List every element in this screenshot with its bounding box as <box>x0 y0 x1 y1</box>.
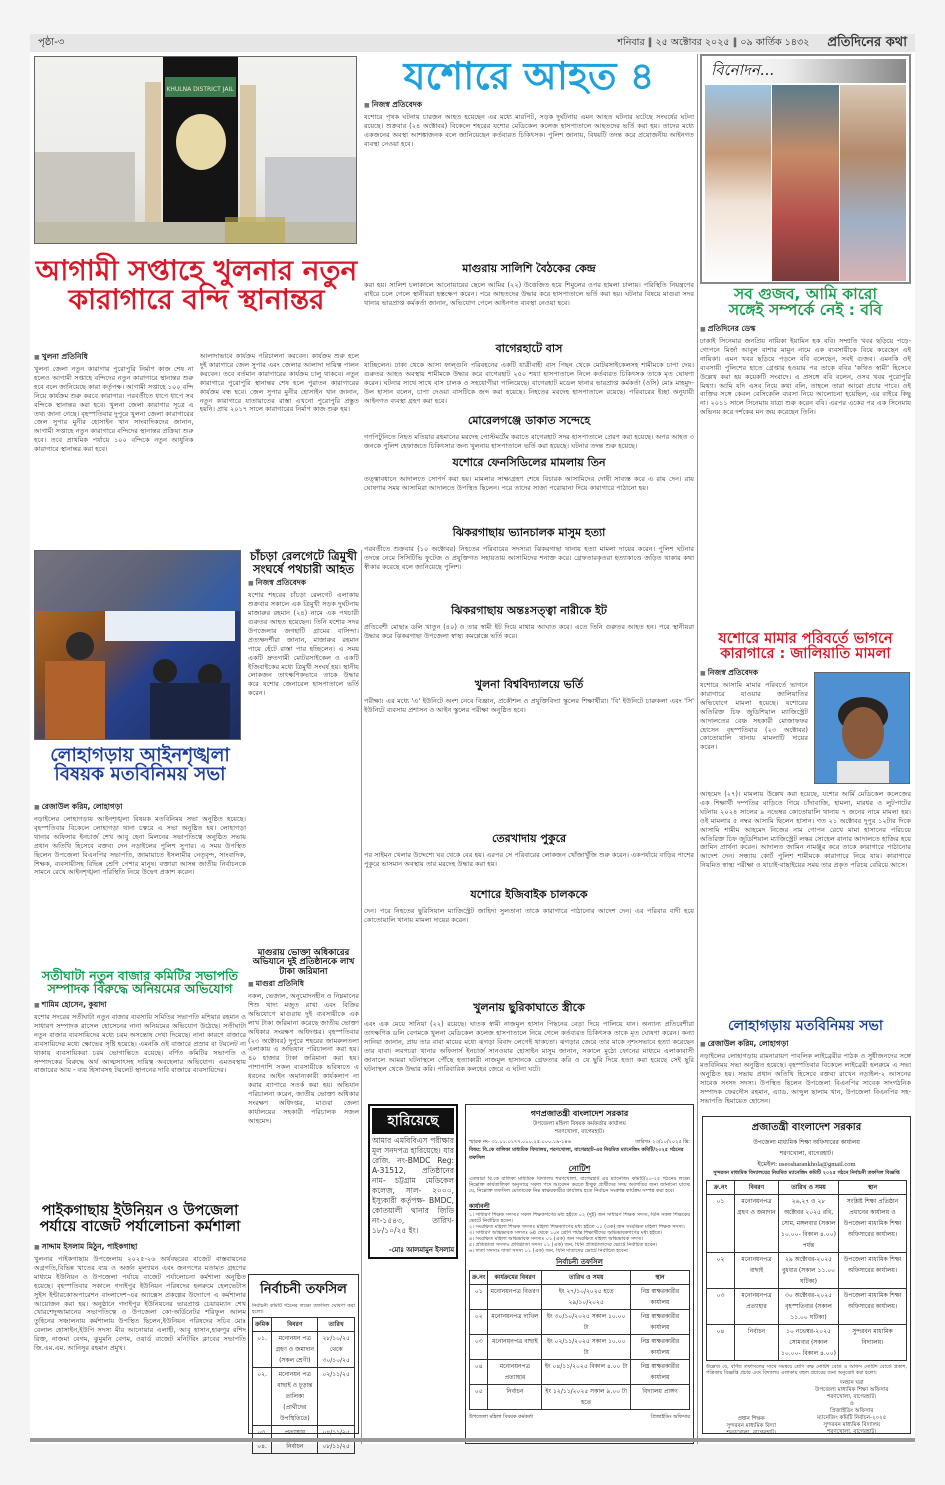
byline: ■ নিজস্ব প্রতিবেদক <box>364 100 694 112</box>
easybike-headline: যশোরে ইজিবাইক চালককে <box>470 888 588 901</box>
article-body: নড়াইলের লোহাগড়ায় আইনশৃঙ্খলা বিষয়ক মতবিনিময় সভা অনুষ্ঠিত হয়েছে। বৃহস্পতিবার বিকেলে লোহাগড়া থানা চত্বরে এ সভা অনুষ্ঠিত হয়। লোহাগড়া থানার অফিসার ইনচার্জ শেখ আবু হেনা মিলনের সভাপতিত্বে অনুষ্ঠিত সভায় প্রধান অতিথি হিসেবে বক্তব্য দেন নড়াইলের পুলিশ সুপার। এ সময় উপস্থিত ছিলেন উপজেলা বিএনপির সভাপতি, জামায়াতে ইসলামীর নেতৃবৃন্দ, সাংবাদিক, শিক্ষক, ব্যবসায়ীসহ বিভিন্ন শ্রেণি পেশার মানুষ। বক্তারা আসন্ন জাতীয় নির্বাচনকে সামনে রেখে আইনশৃঙ্খলা পরিস্থিতি নিয়ে উদ্বেগ প্রকাশ করেন। <box>34 815 246 877</box>
bagerhat-bus-article <box>364 338 694 408</box>
terkhada-headline: তেরখাদায় পুকুরে <box>491 832 567 845</box>
table-row: ০৩ মনোনয়নপত্র প্রত্যাহার ৩০ অক্টোবর-২০২৫ বৃহস্পতিবার (সকাল ১১.০০ ঘটিকা) উপজেলা মাধ্যমিক শিক্ষা অফিসারের কার্যালয়। <box>707 1289 907 1325</box>
chanchra-headline: চাঁচড়া রেলগেটে ত্রিমুখী সংঘর্ষে পথচারী আহত <box>250 549 357 576</box>
table-row: ০১ মনোনয়নপত্র বিতরণ ইং ২৭/১০/২০২৫ হতে ২৯/১০/২০২৫ নিম্ন স্বাক্ষরকারীর কার্যালয় <box>470 1285 690 1310</box>
notice-subject: সুন্দরবন মাধ্যমিক বিদ্যালয়ের নিয়মিত ম্যানেজিং কমিটি ২০২৫ গঠনে নির্বাচনী তফসিল বিজ্ঞপ্তি <box>713 1170 900 1176</box>
lost-signature: -মোঃ আলমামুন ইসলাম <box>388 1246 454 1254</box>
article-body: যশোর সদরের সতীঘাটা নতুন বাজার ব্যবসায়ি সমিতির সভাপতি মশিয়ার রহমান ও সাধারণ সম্পাদক রাসেল হোসেনের নানা অনিয়মের অভিযোগ উঠেছে। সতীঘাটা নতুন বাজার ব্যবসায়িদের মধ্যে চরম অসন্তোষ দেখা দিয়েছে। নানা কারণে বাজারে ব্যবসায়িদের মধ্যে ক্ষোভের সৃষ্টি হয়েছে। এমনকি ওই বাজারে প্রস্রাব বা টয়লেট না থাকায় ব্যবসায়িকরা চরম ভোগান্তিতে রয়েছে। বর্ণিত কমিটির সভাপতি ও সম্পাদকের বিরুদ্ধে অর্থ আত্মসাৎসহ দায়িত্ব অবহেলার অভিযোগ। এমতবস্থায় বাজারের আয় - ব্যয় হিসাবসহ টয়লেট স্থাপনের দাবি বাজারে ব্যবসায়িদের। <box>34 1013 246 1075</box>
article-body: এবং এক মেয়ে সানিয়া (২২) রয়েছে। ঘাতক স্বামী নাজমুল হাসান পিছনের বেড়া দিয়ে পালিয়ে যান। অন্যান্য প্রতিবেশীরা তাৎক্ষণিক ডলি বেগমকে খুলনা মেডিকেল কলেজ হাসপাতালে নিয়ে গেলে কর্তব্যরত চিকিৎসক তাকে মৃত ঘোষণা করেন। কন্যা সানিয়া জানান, প্রায় তার বাবা মায়ের মধ্যে ঝগড়া বিবাদ লেগেই থাকতো। ঝগড়ার জেরে তার মাকে নৃশংসভাবে হত্যা করেছেন তার বাবা। লবণচরা থানার অফিসার্স ইনচার্জ সানওয়ার হোসাইন মাসুম জানান, সকালে মুঠো ফোনের মাধ্যমে এলাকাবাসী জানালে আমরা ঘটনাস্থলে পৌঁছে হত্যাকারী নাজমুল হাসানকে গ্রেফতার করি ও যে ছুরি দিয়ে হত্যা করা হয়েছে সেই ছুরি ঘটনাস্থল থেকে উদ্ধার করি। পারিবারিক কলহের জেরে এ ঘটনা ঘটে। <box>364 1020 694 1073</box>
byline: ■ রেজাউল করিম, লোহাগড়া <box>700 1039 911 1051</box>
terkhada-article <box>364 828 694 868</box>
fensidil-headline: যশোরে ফেনসিডিলের মামলায় তিন <box>452 456 606 469</box>
page-number: পৃষ্ঠা-৩ <box>38 36 65 48</box>
bottom-rule <box>30 1438 915 1442</box>
sundarban-school-notice <box>702 1116 911 1437</box>
section-banner <box>705 59 906 83</box>
election-schedule-table: ক্র.নং কার্যক্রমের বিবরণ তারিখ ও সময় স্থান ০১ মনোনয়নপত্র বিতরণ ইং ২৭/১০/২০২৫ হতে ২৯/১০/২০২৫ নিম্ন স্বাক্ষরকারীর কার্যালয় ০২ মনোনয়নপত্র দাখিল ইং ৩০/১০/২০২৫ সকাল ১০.০০ টা নিম্ন স্বাক্ষরকারীর কার্যালয় ০৩ মনোনয়নপত্র বাছাই ইং ০২/১১/২০২৫ সকাল ১০.০০ টা নিম্ন স্বাক্ষরকারীর কার্যালয় ০৪ মনোনয়নপত্র প্রত্যাহার ইং ০৪/১১/২০২৫ বিকাল ৪.০০ টা নিম্ন স্বাক্ষরকারীর কার্যালয় ০৫ নির্বাচন ইং ১২/১১/২০২৫ সকাল ৯.০০ টা হতে বিদ্যালয় প্রাঙ্গণ <box>469 1270 690 1410</box>
newspaper-page <box>30 34 915 1450</box>
byline: ■ প্রতিদিনের ডেস্ক <box>700 324 911 336</box>
satighata-article <box>34 1000 246 1140</box>
date-line: শনিবার ‖ ২৫ অক্টোবর ২০২৫ ‖ ০৯ কার্তিক ১৪৩২ <box>617 36 810 48</box>
article-body: গণপিটুনিতে নিহত মতিয়ার রহমানের মরদেহ পোস্টমর্টেম করাতে বাগেরহাট সদর হাসপাতালে প্রেরণ করা হয়েছে। অপর আহত ৩ জনকে পুলিশ হেফাজতে চিকিৎসার জন্য খুলনায় হাসপাতালে ভর্তি করা হয়েছে। ঘটনার তদন্ত শুরু হয়েছে। <box>364 433 694 450</box>
khulna-university-headline: খুলনা বিশ্ববিদ্যালয়ে ভর্তি <box>474 678 584 691</box>
notice-item: ৩। সাধারণ অভিভাবক সদস্যঃ ৬ষ্ঠ থেকে ১০ম শ্রেণি পর্যন্ত শিক্ষার্থীদের অভিভাবকগণের মধ্য হইতে। <box>469 1230 663 1236</box>
article-body: পরবর্তীতে শুক্রবার (১০ অক্টোবর) নিহতের পরিবারের সদস্যরা ঝিকরগাছা থানায় হত্যা মামলা দায়ের করেন। পুলিশ ঘটনার তদন্তে নেমে সিসিটিভি ফুটেজ ও প্রযুক্তিগত সহায়তায় আসামিদের শনাক্ত করে। গ্রেফতারকৃতরা হত্যাকাণ্ডে জড়িত থাকার কথা স্বীকার করেছে বলে জানিয়েছে পুলিশ। <box>364 545 694 571</box>
notice-item: ৬। দাতা সদস্যঃ দাতা সদস্য ০১ (এক) জন, যিনি দাতাদের ভোটে নির্বাচিত হবেন। <box>469 1248 629 1254</box>
bagerhat-bus-headline: বাগেরহাটে বাস <box>495 342 563 355</box>
article-body: প্রতিবেশী মোছাঃ ডলি খাতুন (৪০) ও তার স্বামী ইট দিয়ে মাথায় আঘাত করে। এতে তিনি গুরুতর আহত হন। পরে স্থানীয়রা উদ্ধার করে ঝিকরগাছা উপজেলা স্বাস্থ্য কমপ্লেক্সে ভর্তি করে। <box>364 623 694 640</box>
actress-photo-1 <box>705 85 771 281</box>
article-body: যশোরে পৃথক ঘটনায় চারজন আহত হয়েছেন এর মধ্যে মারপিট, সড়ক দুর্ঘটনায় এমন আহত ঘটনার ঘটেছে সংঘর্ষের ঘটনা রয়েছে। শুক্রবার (২৪ অক্টোবর) বিকেলে শহরের যশোর মেডিকেল কলেজ হাসপাতালে আহতদের ভর্তি করা হয়। তাদের মধ্যে একজনের অবস্থা আশঙ্কাজনক বলে জানিয়েছেন কর্তব্যরত চিকিৎসক। পুলিশ জানায়, বিষয়টি তদন্ত করে প্রয়োজনীয় আইনগত ব্যবস্থা নেওয়া হবে। <box>364 113 694 148</box>
table-row: ০৪ মনোনয়নপত্র প্রত্যাহার ইং ০৪/১১/২০২৫ বিকাল ৪.০০ টা নিম্ন স্বাক্ষরকারীর কার্যালয় <box>470 1360 690 1385</box>
notice-title: নির্বাচনী তফসিল <box>260 1282 347 1297</box>
table-row: ০২ মনোনয়নপত্র বাছাই ২৯ অক্টোবর-২০২৫ বুধবার (সকাল ১১.০০ ঘটিকা) উপজেলা মাধ্যমিক শিক্ষা অফিসারের কার্যালয়। <box>707 1253 907 1289</box>
khulna-stabbing-article <box>364 997 694 1095</box>
magura-fine-headline: মাগুরায় ভোক্তা অধিকারের অভিযানে দুই প্রতিষ্ঠানকে লাখ টাকা জরিমানা <box>252 948 355 977</box>
table-row: ০৩. প্রত্যাহার ০৪/১১/২৫ <box>253 1426 355 1440</box>
bobby-article <box>700 324 911 629</box>
article-body: করা হয়। সালিশ চলাকালে আনোয়ারের ছেলে আমির (২২) উত্তেজিত হয়ে শিমুলের ওপর হামলা চালায়। পরিস্থিতি নিয়ন্ত্রণের বাইরে চলে গেলে স্থানীয়রা হস্তক্ষেপ করেন। পরে আহতদের উদ্ধার করে হাসপাতালে ভর্তি করা হয়। ঘটনার বিষয়ে মাগুরা সদর থানার ভারপ্রাপ্ত কর্মকর্তা জানান, অভিযোগ পেলে আইনগত ব্যবস্থা নেওয়া হবে। <box>364 281 694 307</box>
uncle-jail-headline: যশোরে মামার পরিবর্তে ভাগনে কারাগারে : জালিয়াতি মামলা <box>718 631 893 663</box>
byline: ■ মাগুরা প্রতিনিধি <box>248 979 359 991</box>
chanchra-article <box>248 550 359 850</box>
article-body: যশোর শহরের চাঁচড়া রেলগেট এলাকায় শুক্রবার সকালে এক ত্রিমুখী সড়ক দুর্ঘটনায় মাজারুর রহমান (২৪) নামে এক পথচারী গুরুতর আহত হয়েছেন। তিনি যশোর সদর উপজেলার জগহাটি গ্রামের বাসিন্দা। প্রত্যক্ষদর্শীরা জানান, মাজারুর রহমান পায়ে হেঁটে রাস্তা পার হচ্ছিলেন। এ সময় একটি দ্রুতগামী মোটরসাইকেল ও একটি ইজিবাইকের মধ্যে ত্রিমুখী সংঘর্ষ হয়। স্থানীয় লোকজন তাৎক্ষণিকভাবে তাকে উদ্ধার করে যশোর জেনারেল হাসপাতালে ভর্তি করেন। <box>248 591 359 698</box>
uncle-jail-article-top <box>700 668 808 788</box>
signer-left-block: প্রধান শিক্ষক সুন্দরবন মাধ্যমিক বিদ্যা শরণখোলা, বাগেরহাট। <box>726 1416 776 1437</box>
accused-photo <box>814 672 910 784</box>
article-body: তত্ত্বাবধানে আদালতে সোপর্দ করা হয়। মামলার সাক্ষ্যগ্রহণ শেষে বিচারক আসামিদের দোষী সাব্যস্ত করে এ রায় দেন। রায় ঘোষণার সময় আসামিরা আদালতে উপস্থিত ছিলেন। পরে তাদের সাজা পরোয়ানা দিয়ে কারাগারে পাঠানো হয়। <box>364 475 694 492</box>
lohagara-law-article <box>34 802 246 972</box>
jhikorgacha-pregnant-headline: ঝিকরগাছায় অন্তঃসত্ত্বা নারীকে ইট <box>451 604 607 617</box>
article-body: নকল, ভেজাল, অনুমোদনহীন ও নিম্নমানের শিশু খাদ্য মজুত রাখা এবং বিক্রির অভিযোগে মাগুরায় দুই ব্যবসায়ীকে এক লাখ টাকা জরিমানা করেছে জাতীয় ভোক্তা অধিকার সংরক্ষণ অধিদপ্তর। বৃহস্পতিবার (২৩ অক্টোবর) দুপুরে শহরের জামরুলতলা এলাকায় এ অভিযান পরিচালনা করা হয়। ৪০ হাজার টাকা জরিমানা করা হয়। পাশাপাশি সকল ব্যবসায়ীকে ভবিষ্যতে এ ধরনের আইন অমান্যকারী কার্যকলাপ না করার ব্যাপারে সতর্ক করা হয়। অভিযান পরিচালনা করেন, জাতীয় ভোক্তা অধিকার সংরক্ষণ অধিদপ্তর, মাগুরা জেলা কার্যালয়ের সহকারী পরিচালক সজল আহমেদ। <box>248 992 359 1125</box>
lohagara-law-headline: লোহাগড়ায় আইনশৃঙ্খলা বিষয়ক মতবিনিময় সভা <box>50 745 230 786</box>
actress-photos <box>705 85 906 281</box>
notice-item: ১। সাধারণ শিক্ষক সদস্যঃ সকল শিক্ষকগণের মধ্য হইতে ০২ (দুই) জন সাধারণ শিক্ষক সদস্য, যিনি সকল শিক্ষকের ভোটে নির্বাচিত হবেন। <box>469 1212 690 1224</box>
gov-title: প্রজাতন্ত্রী বাংলাদেশ সরকার <box>751 1122 862 1133</box>
byline: ■ শামিম হোসেন, কুয়াদা <box>34 1000 246 1012</box>
lost-title: হারিয়েছে <box>372 1108 454 1134</box>
office-email: ইমেইল: useosharankhola@gmail.com <box>757 1161 856 1168</box>
article-body: দেন। পরে নিহতের ছুরিসিয়াল ম্যাজিস্ট্রেট জাহিদা সুলতানা তাকে কারাগারে পাঠানোর আদেশ দেন। এর পরিবার বাদী হয়ে কোতোয়ালি থানায় মামলা দায়ের করেন। <box>364 907 694 924</box>
article-body: খুলনার পাইকগাছায় উপজেলায় ২০২৫-২৬ অর্থবছরের বাজেট বাস্তবায়নের অগ্রগতি,বিভিন্ন খাতের ব্যয় ও অর্জন মূল্যায়ন এবং জনগণের মতামত গ্রহণের মাধ্যমে ইউনিয়ন ও উপজেলা পর্যায়ে বাজেট পর্যালোচনা কর্মশালা অনুষ্ঠিত হয়েছে। বৃহস্পতিবার সকালে গদাইপুর ইউনিয়ন পরিষদের হলরুমে হেলভেটাস সুইস ইন্টারকোঅপারেশন বাংলাদেশ-এর অ্যাক্সেস প্রকল্পের উদ্যোগে এ কর্মশালার আয়োজন করা হয়। অনুষ্ঠানে গদাইপুর ইউনিয়নের ভারপ্রাপ্ত চেয়ারম্যান শেখ খোরশেদুজ্জামানের সভাপতিত্বে ও উপজেলা কো-অর্ডিনেটর শরিফুল আলম তুহিনের সঞ্চালনায় কর্মশালায় উপস্থিত ছিলেন,ইউনিয়ন পরিষদের সচিব মোঃ বেলাল হোসাইন,ইউপি সদস্য মীর আনোয়ার এলাহী, আবু হাসান,হারুণুর রশিদ রিক্ত, নাজমা বেগম, ঝুমুমনি বেগম, ওয়ার্ড বাজেট মনিটরিং ক্লাবের সভাপতি জি.এম.এম. আনিসুর রহমান প্রমুখ। <box>34 1255 246 1353</box>
jail-gate-illustration <box>35 57 357 244</box>
election-schedule-table: ক্র.নং বিবরণ তারিখ ও সময় স্থান ০১ মনোনয়নপত্র গ্রহণ ও জমাদান ২৬,২৭ ও ২৮ অক্টোবর ২০২৫ রবি, সোম, মঙ্গলবার (সকাল ১০.০০- বিকাল ৪.০০) পর্যন্ত সংশ্লিষ্ট শিক্ষা প্রতিষ্ঠান প্রধানের কার্যালয় ও উপজেলা মাধ্যমিক শিক্ষা অফিসারের কার্যালয়। ০২ মনোনয়নপত্র বাছাই ২৯ অক্টোবর-২০২৫ বুধবার (সকাল ১১.০০ ঘটিকা) উপজেলা মাধ্যমিক শিক্ষা অফিসারের কার্যালয়। ০৩ মনোনয়নপত্র প্রত্যাহার ৩০ অক্টোবর-২০২৫ বৃহস্পতিবার (সকাল ১১.০০ ঘটিকা) উপজেলা মাধ্যমিক শিক্ষা অফিসারের কার্যালয়। ০৪ নির্বাচন ১০ নভেম্বর-২০২৫ সোমবার (সকাল ১০.০০- বিকাল ৪.০০) সুন্দরবন মাধ্যমিক বিদ্যালয়। <box>706 1180 907 1361</box>
column-divider <box>697 54 698 1444</box>
column-divider <box>361 550 362 1444</box>
article-body: যশোরে আসামি মামার পরিবর্তে ভাগনে কারাগারে যাওয়ার জালিয়াতির অভিযোগে মামলা হয়েছে। যশোরের অতিরিক্ত চিফ জুডিশিয়াল ম্যাজিস্ট্রেট আদালতের বেঞ্চ সহকারী মোজাফফর হোসেন বৃহস্পতিবার (২৩ অক্টোবর) কোতোয়ালি থানায় মামলাটি দায়ের করেন। <box>700 681 808 752</box>
khulna-jail-article <box>34 352 359 562</box>
office-name: উপজেলা মাধ্যমিক শিক্ষা অফিসারের কার্যালয় <box>753 1139 860 1146</box>
girls-school-notice <box>465 1104 694 1444</box>
bobby-headline: সব গুজব, আমি কারো সঙ্গেই সম্পর্কে নেই : ববি <box>728 285 883 320</box>
byline: ■ খুলনা প্রতিনিধি <box>34 352 194 364</box>
paikgacha-article <box>34 1242 246 1442</box>
svg-text:KHULNA DISTRICT JAIL: KHULNA DISTRICT JAIL <box>166 86 234 93</box>
notice-item: ৪। সংরক্ষিত মহিলা অভিভাবক সদস্যঃ ০১ (এক) জন সংরক্ষিত মহিলা অভিভাবক সদস্য। <box>469 1236 644 1242</box>
schedule-label: নির্বাচনী তফসিল <box>556 1258 603 1266</box>
lohagara-meeting-headline: লোহাগড়ায় মতবিনিময় সভা <box>727 1018 883 1034</box>
paikgacha-headline: পাইকগাছায় ইউনিয়ন ও উপজেলা পর্যায়ে বাজেট পর্যালোচনা কর্মশালা <box>39 1203 241 1235</box>
lohagara-meeting-article <box>700 1039 911 1114</box>
schedule-table: ক্রমিক বিবরণ তারিখ ০১. মনোনয়ন পত্র গ্রহণ ও জমাদান (সকল শ্রেণী) ২৮/১০/২৫ থেকে ৩০/১০/২৫ ০২. মনোনয়ন পত্র বাছাই ও চূড়ান্ত তালিকা (প্রার্থীদের উপস্থিতিতে) ০২/১১/২৫ ০৩. প্রত্যাহার ০৪/১১/২৫ ০৪. নির্বাচন ০৮/১১/২৫ <box>252 1317 355 1454</box>
office-name: উপজেলা মহিলা বিষয়ক কর্মকর্তার কার্যালয় <box>533 1121 626 1127</box>
memo-date: তারিখঃ ২৩/১০/২০২৫ খ্রি: <box>635 1139 690 1145</box>
notice-subject: বিষয়: বি.কে বালিকা মাধ্যমিক বিদ্যালয়, শরণখোলা, বাগেরহাট-এর নিয়মিত ম্যানেজিং কমিটি/২০২৫ গঠনের তফসিল <box>469 1147 684 1161</box>
signer-right: প্রিজাইডিং অফিসার <box>650 1414 690 1420</box>
article-body: আহমেদ (২৭)। মামলায় উল্লেখ করা হয়েছে, যশোর আর্মি মেডিকেল কলেজের এক শিক্ষার্থী দম্পতির বাড়িতে গিয়ে চাঁদাবাজি, হামলা, মারধর ও লুটপাটের ঘটনায় ২০২৪ সালের ৯ নভেম্বর কোতোয়ালি থানায় ৭ জনের নামে মামলা হয়। ওই মামলার ৫ নম্বর আসামি ছিলেন হাসান। গত ২১ অক্টোবর দুপুর ১২টার দিকে আসামি শামীম আহমেদ নিজের নাম গোপন রেখে মামা হাসানের পরিচয়ে অতিরিক্ত চিফ জুডিশিয়াল ম্যাজিস্ট্রেট লস্কর সোহেল রানার আদালতে হাজির হয়ে জামিন প্রার্থনা করেন। আদালত জামিন নামঞ্জুর করে তাকে কারাগারে পাঠানোর আদেশ দেন। সন্ধ্যায় কোর্ট পুলিশ শামীমকে কারাগারে নিয়ে যায়। কারাগারে নিয়মিত স্বাস্থ্য পরীক্ষা ও যাচাই-বাছাইয়ের সময় তার প্রকৃত পরিচয় বেরিয়ে আসে। <box>700 790 911 870</box>
meeting-scene <box>35 551 241 740</box>
khulna-jail-photo <box>34 56 357 244</box>
morrelganj-article <box>364 410 694 450</box>
notice-label: নোটিশ <box>568 1164 591 1173</box>
jessore-injured-headline: যশোরে আহত ৪ <box>403 54 655 98</box>
schedule-notice-small <box>248 1274 359 1450</box>
masthead-logo: প্রতিদিনের কথা <box>827 34 907 50</box>
footer-note: উল্লেখ্য যে, বর্ণিত তফসিলের সাথে সমন্বয়ে শ্রেণি কক্ষ নোটিশ বোর্ড ও অফিস নোটিশ বোর্ডে প্রকাশ, পত্রিকায় বিজ্ঞপ্তি প্রচার এবং বিদ্যালয় এলাকায় বহুল প্রচারের জন্য অনুরোধ করা হলো। <box>706 1364 907 1377</box>
article-body: নড়াইলের লোহাগড়ায় রামনারায়ণ পাবলিক লাইব্রেরীর পাঠক ও সুধীজনদের সঙ্গে মতবিনিময় সভা অনুষ্ঠিত হয়েছে। বৃহস্পতিবার বিকেলে লাইব্রেরী হলরুমে এ সভা অনুষ্ঠিত হয়। সভায় প্রধান অতিথি হিসেবে বক্তব্য রাখেন নড়াইল-২ আসনের সাবেক সংসদ সদস্য। উপস্থিত ছিলেন উপজেলা বিএনপির সাবেক সাংগঠনিক সম্পাদক ফেরদৌস রহমান, এ্যাড. আব্দুল ছালাম খান, উপজেলা বিএনপির সহ-সভাপতি হিমায়েত হোসেন। <box>700 1052 911 1105</box>
satighata-headline: সতীঘাটা নতুন বাজার কমিটির সভাপতি সম্পাদক বিরুদ্ধে অনিয়মের অভিযোগ <box>41 968 239 997</box>
section-label: বিনোদন... <box>711 60 775 79</box>
magura-article <box>364 258 694 336</box>
entertainment-section <box>700 54 911 284</box>
article-body: আলাদাভাবে কার্যক্রম পরিচালনা করবেন। কার্যক্রম শুরু হলে দুই কারাগারে জেল সুপার এবং জেলার আলাদা দায়িত্ব পালন করবেন। তবে বর্তমান কারাগারের কার্যক্রম চালু থাকবে। নতুন কারাগারে পুরোপুরি স্থানান্তর শেষ হলে পুরাতন কারাগারের কার্যক্রম বন্ধ হবে। জেল সুপার মুনীর হোসাইন খান জানান, নতুন কারাগারে যাতায়াতের রাস্তা এখনো পুরোপুরি প্রস্তুত হয়নি। প্রায় ২০১৭ সালে কারাগারের নির্মাণ কাজ শুরু হয়। <box>199 352 359 414</box>
section-label: কার্যাবলী <box>469 1203 490 1210</box>
byline: ■ নিজস্ব প্রতিবেদক <box>700 668 808 680</box>
signer-right-block: দনহান ঘরা উপজেলা মাধ্যমিক শিক্ষা অফিসার শরণখোলা, বাগেরহাট। ও প্রিজাইডিং অফিসার ম্যানেজিং কমিটি নির্বাচন-২০২৫ সুন্দরবন মাধ্যমিক বিদ্যালয় শরণখোলা, বাগেরহাট। <box>815 1380 889 1436</box>
page-header-bar <box>30 34 915 52</box>
table-row: ০৩ মনোনয়নপত্র বাছাই ইং ০২/১১/২০২৫ সকাল ১০.০০ টা নিম্ন স্বাক্ষরকারীর কার্যালয় <box>470 1335 690 1360</box>
byline: ■ সাদ্দাম ইসলাম মিঠুন, পাইকগাছা <box>34 1242 246 1254</box>
actress-photo-2 <box>772 85 838 281</box>
office-location: শরণখোলা, বাগেরহাট। <box>779 1150 834 1157</box>
article-body: যাচ্ছিলেন। ঢাকা থেকে আসা ফাল্গুনি পরিবহনের একটি যাত্রীবাহী বাস পিছন থেকে মোটরসাইকেলসহ শামীমকে চাপা দেয়। গুরুতর আহত অবস্থায় শামীমকে উদ্ধার করে বাগেরহাট ২৫০ শয্যা হাসপাতালে নিলে কর্তব্যরত চিকিৎসক তাকে মৃত ঘোষণা করেন। ঘটনার সাথে সাথে বাস চালক ও সহযোগীরা পালিয়েছে। বাগেরহাট মডেল থানার ভারপ্রাপ্ত কর্মকর্তা (ওসি) মোঃ মাহমুদ-উল হাসান বলেন, চাপা দেওয়া বাসটিকে জব্দ করা হয়েছে। নিহতের মরদেহ হাসপাতালে রয়েছে। পরিবারের ইচ্ছা অনুযায়ী আইনগত ব্যবস্থা গ্রহণ করা হবে। <box>364 361 694 405</box>
easybike-article <box>364 884 694 944</box>
table-row: ০৫ নির্বাচন ইং ১২/১১/২০২৫ সকাল ৯.০০ টা হতে বিদ্যালয় প্রাঙ্গণ <box>470 1385 690 1410</box>
notice-item: ৫। প্রতিষ্ঠাতা সদস্যঃ প্রতিষ্ঠাতা সদস্য ০১ (এক) জন, যিনি প্রতিষ্ঠাতাদের ভোটে নির্বাচিত হবেন। <box>469 1242 658 1248</box>
article-body: পরীক্ষা। এর মধ্যে 'এ' ইউনিটে অংশ নেবে বিজ্ঞান, প্রকৌশল ও প্রযুক্তিবিদ্যা স্কুলের শিক্ষার্থীরা। 'বি' ইউনিটে চারুকলা এবং 'সি' ইউনিটে ব্যবসায় প্রশাসন ও আইন স্কুলের পরীক্ষা অনুষ্ঠিত হবে। <box>364 697 694 714</box>
article-body: খুলনা জেলা নতুন কারাগার পুরোপুরি নির্মাণ কাজ শেষ না হলেও আগামী সপ্তাহে বন্দিদের নতুন কারাগারে স্থানান্তর শুরু হবে বলে জানিয়েছে কারা কর্তৃপক্ষ। আগামী সপ্তাহে ১০০ বন্দি নিয়ে কার্যক্রম শুরু করবে কারাগার। পরবর্তীতে ধাপে ধাপে সব বন্দিকে স্থানান্তর করা হবে। খুলনা জেলা কারাগার সূত্রে এ তথ্য জানা গেছে। বৃহস্পতিবার দুপুরে খুলনা জেলা কারাগারের জেল সুপার মুনীর হোসাইন খান সাংবাদিকদের জানান, আগামী সপ্তাহে নতুন কারাগারে বন্দিদের স্থানান্তর প্রক্রিয়া শুরু হবে। তবে প্রাথমিক পর্যায়ে ১০০ বন্দিকে নতুন আধুনিক কারাগারে স্থানান্তর করা হবে। <box>34 365 194 454</box>
khulna-university-article <box>364 674 694 734</box>
table-row: ০১. মনোনয়ন পত্র গ্রহণ ও জমাদান (সকল শ্রেণী) ২৮/১০/২৫ থেকে ৩০/১০/২৫ <box>253 1332 355 1368</box>
memo-number: স্মারক নং- ৩১.০১.০১৭৭.০০০.২৫.০০০.১৯-১৪৬ <box>469 1139 571 1145</box>
portrait <box>815 673 910 784</box>
jhikorgacha-van-article <box>364 522 694 582</box>
magura-fine-article <box>248 949 359 1199</box>
jessore-injured-article <box>364 100 694 256</box>
article-body: ঢাকাই সিনেমার জনপ্রিয় নায়িকা ইয়ামিন হক ববি। সম্প্রতি খবর ছড়িয়ে পড়ে- গোপনে মির্জা আবুল বাশার মামুন নামে এক ব্যবসায়ীকে বিয়ে করেছেন এই নায়িকা। এমন খবর ছড়িয়ে পড়লে ববি বলেছেন, সবই গুজব। এমনকি ওই ব্যবসায়ী পুলিশের হাতে গ্রেপ্তার হওয়ার পর তাকে ববির 'কথিত স্বামী' হিসেবে উল্লেখ করা হয় কয়েকটি সংবাদে। এ প্রসঙ্গে ববি বলেন, ওসব খবর পুরোপুরি মিথ্যা। আমি যদি এসব নিয়ে কথা বলি, তাহলে তারা আরো প্রচার পাবে। ওই ব্যক্তির সঙ্গে কেবল বেসিকেলি ব্যবসা নিয়ে আলোচনা হয়েছিল, এর বাইরে কিছু না। ২০১১ সালে সিনেমায় যাত্রা শুরু করেন ববি। এরপর একের পর এক সিনেমায় অভিনয় করে দর্শকের মন জয় করেছেন তিনি। <box>700 337 911 417</box>
notice-body: এতদ্বারা বি.কে বালিকা মাধ্যমিক বিদ্যালয় শরণখোলা, বাগেরহাট এর ম্যানেজিং কমিটি/২০-২৫ গঠনের লক্ষ্যে নিম্নোক্ত কার্যতালিকা অনুসারে সকল পদে আবেদন করতে ইচ্ছুক প্রার্থীদের সদয় অবগতির জন্য জানানো যাচ্ছে যে, নিম্নোক্ত তফসিল মোতাবেক নিম্ন স্বাক্ষরকারীর কার্যালয় হতে নির্বাচন সংক্রান্ত কার্যক্রম সম্পন্ন করা হবে। <box>469 1176 690 1195</box>
article-body: পর সাইমন খেলার উদ্দেশ্যে ঘর থেকে বের হয়। এরপর সে পরিবারের লোকজন খোঁজাখুঁজি শুরু করেন। একপর্যায়ে বাড়ির পাশের পুকুরে ভাসমান অবস্থায় তার মরদেহ উদ্ধার করা হয়। <box>364 851 694 868</box>
lohagara-meeting-photo <box>34 550 241 740</box>
khulna-stabbing-headline: খুলনায় ছুরিকাঘাতে স্ত্রীকে <box>473 1001 585 1014</box>
magura-headline: মাগুরায় সালিশি বৈঠকের কেন্দ্র <box>462 262 596 275</box>
fensidil-article <box>364 452 694 514</box>
table-row: ০২. মনোনয়ন পত্র বাছাই ও চূড়ান্ত তালিকা (প্রার্থীদের উপস্থিতিতে) ০২/১১/২৫ <box>253 1368 355 1426</box>
uncle-jail-article-bottom <box>700 790 911 930</box>
office-location: শরণখোলা, বাগেরহাট। <box>554 1129 605 1135</box>
notice-item: ২। সংরক্ষিত মহিলা শিক্ষক সদস্যঃ মহিলা শিক্ষকগণের মধ্য হইতে ০১ (এক) জন সংরক্ষিত মহিলা শিক্ষক সদস্য। <box>469 1224 685 1230</box>
table-row: ০৪ নির্বাচন ১০ নভেম্বর-২০২৫ সোমবার (সকাল ১০.০০- বিকাল ৪.০০) সুন্দরবন মাধ্যমিক বিদ্যালয়। <box>707 1325 907 1361</box>
table-row: ০৪. নির্বাচন ০৮/১১/২৫ <box>253 1440 355 1454</box>
jhikorgacha-van-headline: ঝিকরগাছায় ভ্যানচালক মাসুম হত্যা <box>452 526 606 539</box>
signer-left: উপজেলা মহিলা বিষয়ক কর্মকর্তা <box>469 1414 534 1420</box>
notice-note: নির্বাচনী কমিটি গঠনের লক্ষ্যে তফসিল ঘোষণা করা হলো। <box>252 1303 355 1315</box>
table-row: ০১ মনোনয়নপত্র গ্রহণ ও জমাদান ২৬,২৭ ও ২৮ অক্টোবর ২০২৫ রবি, সোম, মঙ্গলবার (সকাল ১০.০০- বিকাল ৪.০০) পর্যন্ত সংশ্লিষ্ট শিক্ষা প্রতিষ্ঠান প্রধানের কার্যালয় ও উপজেলা মাধ্যমিক শিক্ষা অফিসারের কার্যালয়। <box>707 1195 907 1253</box>
gov-title: গণপ্রজাতন্ত্রী বাংলাদেশ সরকার <box>530 1109 629 1118</box>
khulna-jail-headline: আগামী সপ্তাহে খুলনার নতুন কারাগারে বন্দি স্থানান্তর <box>35 254 358 317</box>
lost-certificate-notice <box>368 1104 458 1259</box>
morrelganj-headline: মোরেলগঞ্জে ডাকাত সন্দেহে <box>467 414 591 427</box>
table-row: ০২ মনোনয়নপত্র দাখিল ইং ৩০/১০/২০২৫ সকাল ১০.০০ টা নিম্ন স্বাক্ষরকারীর কার্যালয় <box>470 1310 690 1335</box>
actress-photo-3 <box>840 85 906 281</box>
byline: ■ নিজস্ব প্রতিবেদক <box>248 578 359 590</box>
lost-body: আমার এমবিবিএস পরীক্ষার মূল সনদপত্র হারিয়েছে। যার রেজি. নং-BMDC Reg: A-31512, প্রতিষ্ঠানের নাম- চট্টগ্রাম মেডিকেল কলেজ, সাল- ২০০০, ইস্যুকারী কর্তৃপক্ষ- BMDC, কোতয়ালী থানার জিডি নং-১৫৪৩, তারিখ- ১৮/১০/২৫ ইং। <box>372 1136 454 1235</box>
jhikorgacha-pregnant-article <box>364 600 694 660</box>
byline: ■ রেজাউল করিম, লোহাগড়া <box>34 802 246 814</box>
